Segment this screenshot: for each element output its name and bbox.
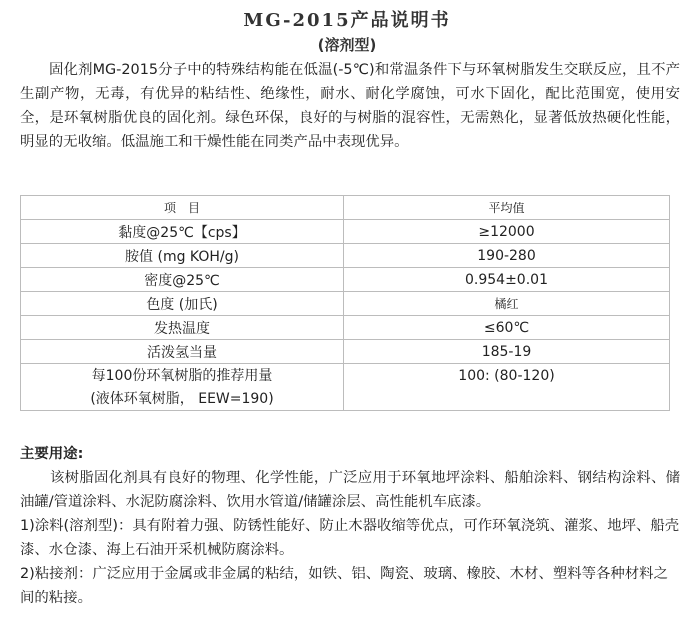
row-value	[344, 364, 670, 411]
uses-item-adhesive: 2)粘接剂：广泛应用于金属或非金属的粘结，如铁、铝、陶瓷、玻璃、橡胶、木材、塑料等各种材料之间的粘接。	[20, 566, 668, 606]
row-item: 发热温度	[21, 316, 344, 340]
uses-paragraph: 该树脂固化剂具有良好的物理、化学性能，广泛应用于环氧地坪涂料、船舶涂料、钢结构涂料、储油罐/管道涂料、水泥防腐涂料、饮用水管道/储罐涂层、高性能机车底漆。	[20, 470, 680, 510]
table-row	[21, 340, 670, 364]
table-row	[21, 244, 670, 268]
table-row	[21, 220, 670, 244]
document-subtitle: (溶剂型)	[317, 36, 377, 54]
row-item: 色度 (加氏)	[21, 292, 344, 316]
row-value: ≤60℃	[344, 316, 670, 340]
row-value: ≥12000	[344, 220, 670, 244]
row-item: 黏度@25℃【cps】	[21, 220, 344, 244]
uses-item-coating: 1)涂料(溶剂型)：具有附着力强、防锈性能好、防止木器收缩等优点，可作环氧浇筑、灌浆、地坪、船壳漆、水仓漆、海上石油开采机械防腐涂料。	[20, 518, 680, 558]
row-value: 190-280	[344, 244, 670, 268]
row-item-line2: (液体环氧树脂， EEW=190)	[90, 391, 274, 407]
row-item: 密度@25℃	[21, 268, 344, 292]
table-row	[21, 292, 670, 316]
uses-heading: 主要用途:	[20, 446, 84, 462]
table-row	[21, 268, 670, 292]
row-item-line1: 每100份环氧树脂的推荐用量	[91, 368, 273, 384]
header-value: 平均值	[344, 196, 670, 220]
table-row	[21, 316, 670, 340]
row-value: 185-19	[344, 340, 670, 364]
row-value: 橘红	[344, 292, 670, 316]
row-item	[21, 364, 344, 411]
row-item: 胺值 (mg KOH/g)	[21, 244, 344, 268]
row-value: 0.954±0.01	[344, 268, 670, 292]
table-header-row	[21, 196, 670, 220]
row-value-text: 100: (80-120)	[458, 368, 555, 384]
table-row	[21, 364, 670, 411]
uses-section	[20, 442, 680, 610]
document-title: MG-2015产品说明书	[243, 10, 451, 31]
row-item: 活泼氢当量	[21, 340, 344, 364]
spec-table	[20, 195, 670, 411]
intro-paragraph: 固化剂MG-2015分子中的特殊结构能在低温(-5℃)和常温条件下与环氧树脂发生交联反应，且不产生副产物，无毒，有优异的粘结性、绝缘性，耐水、耐化学腐蚀，可水下固化，配比范围宽，使用安全，是环氧树脂优良的固化剂。绿色环保，良好的与树脂的混容性，无需熟化，显著低放热硬化性能，明显的无收缩。低温施工和干燥性能在同类产品中表现优异。	[20, 62, 680, 150]
header-item: 项 目	[21, 196, 344, 220]
